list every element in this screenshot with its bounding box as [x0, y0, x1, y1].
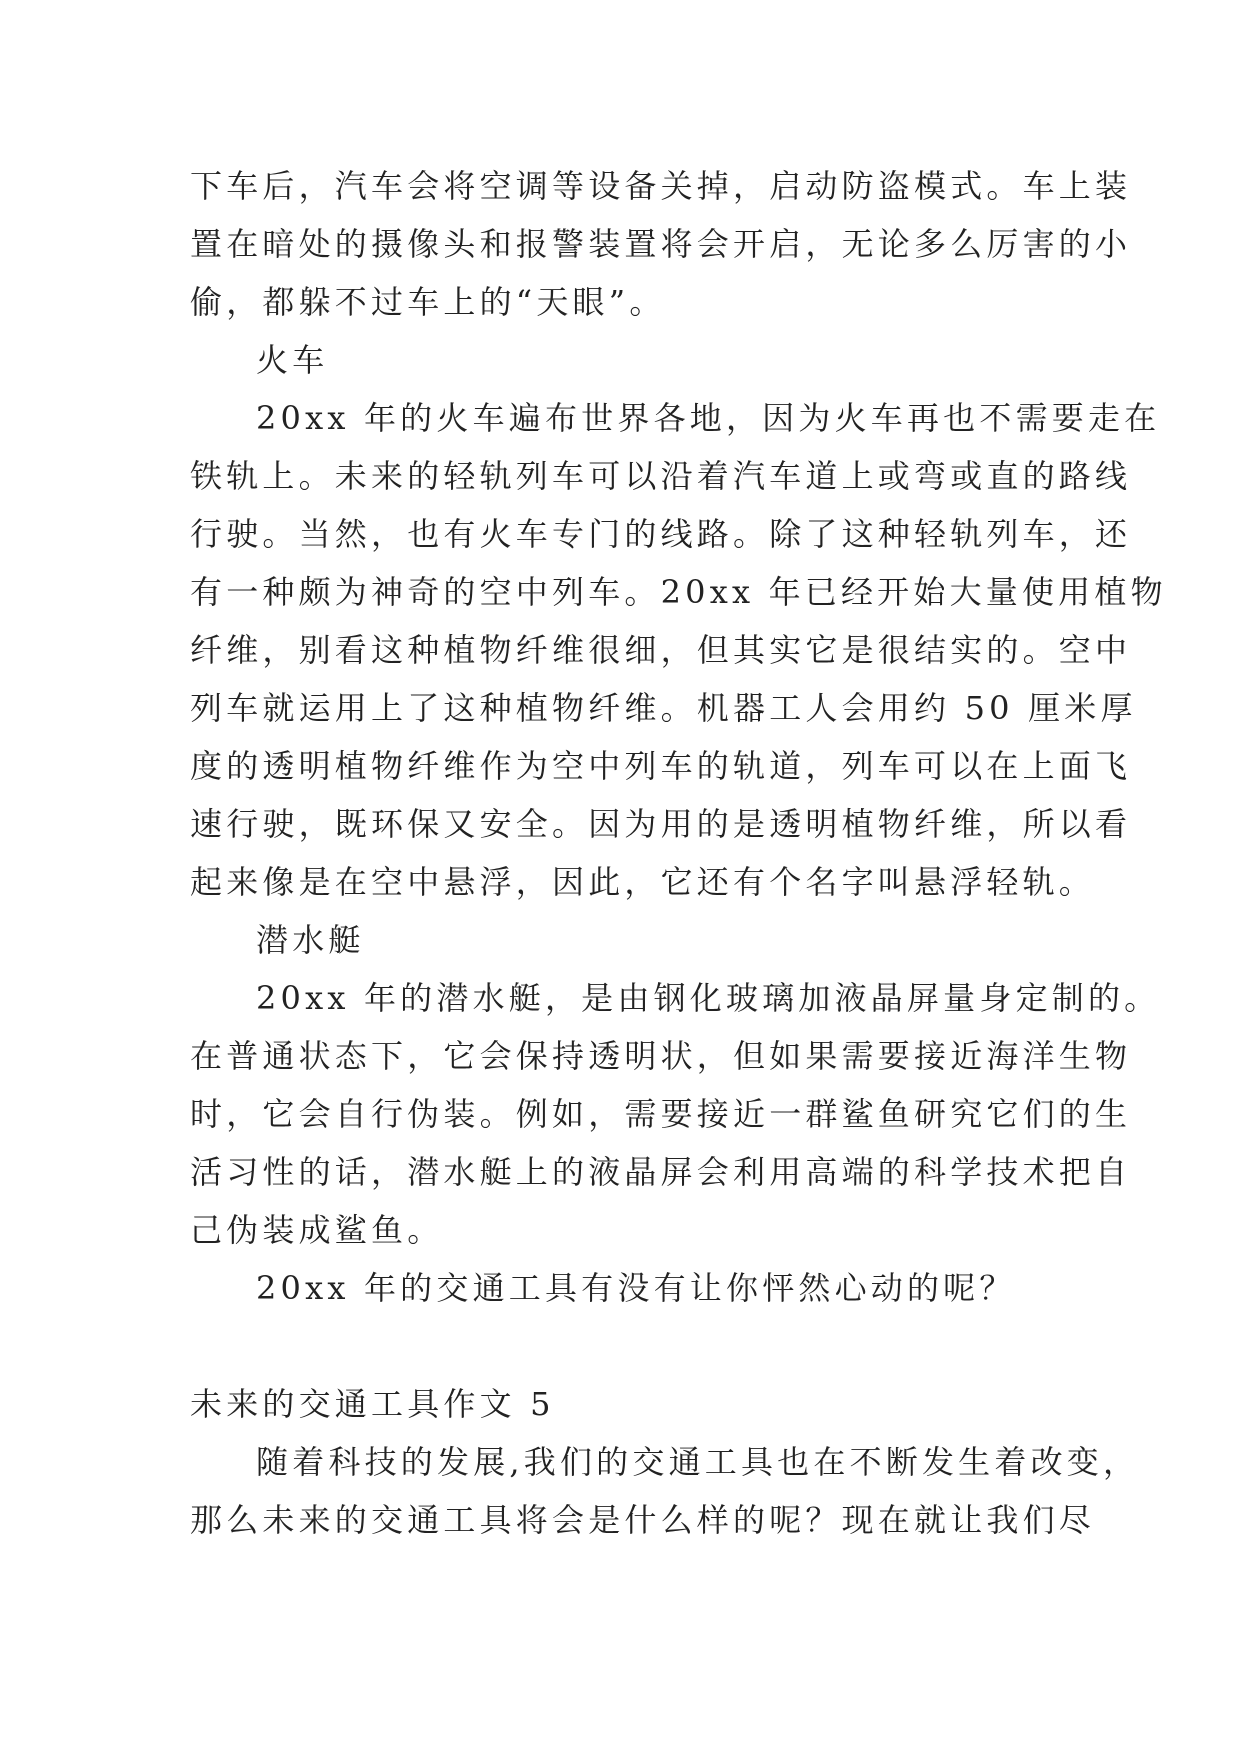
paragraph-line: 度的透明植物纤维作为空中列车的轨道，列车可以在上面飞	[190, 747, 1132, 785]
paragraph-line: 那么未来的交通工具将会是什么样的呢？现在就让我们尽	[190, 1501, 1096, 1539]
paragraph-line: 铁轨上。未来的轻轨列车可以沿着汽车道上或弯或直的路线	[190, 457, 1132, 495]
paragraph-line: 置在暗处的摄像头和报警装置将会开启，无论多么厉害的小	[190, 225, 1132, 263]
paragraph-line: 时，它会自行伪装。例如，需要接近一群鲨鱼研究它们的生	[190, 1095, 1132, 1133]
paragraph-line: 20xx 年的火车遍布世界各地，因为火车再也不需要走在	[256, 399, 1161, 437]
paragraph-line: 纤维，别看这种植物纤维很细，但其实它是很结实的。空中	[190, 631, 1132, 669]
paragraph-line: 20xx 年的潜水艇，是由钢化玻璃加液晶屏量身定制的。	[256, 979, 1161, 1017]
paragraph-line: 随着科技的发展,我们的交通工具也在不断发生着改变，	[256, 1443, 1140, 1481]
paragraph-line: 20xx 年的交通工具有没有让你怦然心动的呢？	[256, 1269, 1016, 1307]
section-heading-train: 火车	[256, 341, 329, 379]
paragraph-line: 行驶。当然，也有火车专门的线路。除了这种轻轨列车，还	[190, 515, 1132, 553]
paragraph-line: 下车后，汽车会将空调等设备关掉，启动防盗模式。车上装	[190, 167, 1132, 205]
paragraph-line: 活习性的话，潜水艇上的液晶屏会利用高端的科学技术把自	[190, 1153, 1132, 1191]
paragraph-line: 偷，都躲不过车上的“天眼”。	[190, 283, 666, 321]
paragraph-line: 在普通状态下，它会保持透明状，但如果需要接近海洋生物	[190, 1037, 1132, 1075]
paragraph-line: 速行驶，既环保又安全。因为用的是透明植物纤维，所以看	[190, 805, 1132, 843]
paragraph-line: 起来像是在空中悬浮，因此，它还有个名字叫悬浮轻轨。	[190, 863, 1096, 901]
paragraph-line: 列车就运用上了这种植物纤维。机器工人会用约 50 厘米厚	[190, 689, 1137, 727]
paragraph-line: 己伪装成鲨鱼。	[190, 1211, 444, 1249]
section-heading-submarine: 潜水艇	[256, 921, 365, 959]
paragraph-line: 有一种颇为神奇的空中列车。20xx 年已经开始大量使用植物	[190, 573, 1167, 611]
essay-title: 未来的交通工具作文 5	[190, 1385, 555, 1423]
